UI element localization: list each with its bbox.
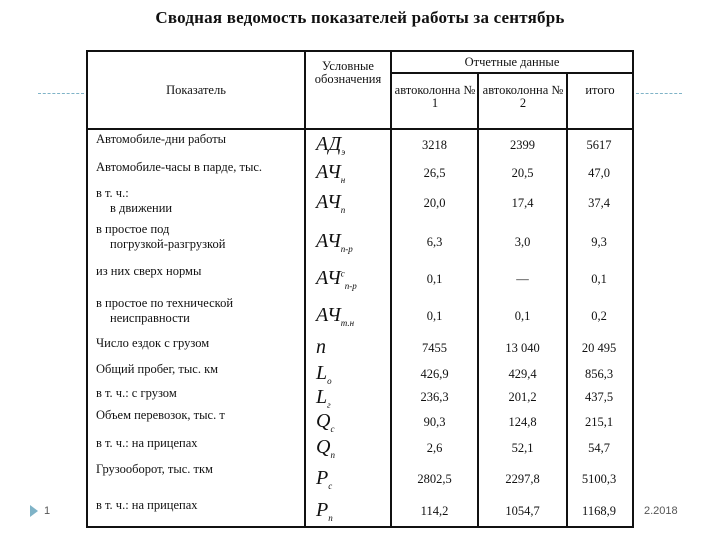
header-total: итого [585, 83, 615, 97]
value-column-1: 3218 [422, 137, 447, 152]
row-symbol: $АЧ_п$ [316, 191, 346, 215]
value-column-1: 26,5 [423, 165, 446, 180]
table-row [88, 264, 632, 294]
value-column-1: 114,2 [420, 503, 449, 518]
value-total: 54,7 [588, 440, 610, 455]
value-column-1: 426,9 [420, 366, 449, 381]
value-total: 47,0 [588, 165, 610, 180]
header-column-1: автоколонна № 1 [394, 83, 476, 110]
row-label-line: из них сверх нормы [96, 264, 202, 278]
table-row [88, 498, 632, 524]
header-symbol: Условные обозначения [314, 59, 382, 86]
value-column-1: 0,1 [426, 308, 443, 323]
value-total: 5100,3 [581, 471, 617, 486]
row-label [96, 132, 226, 147]
value-column-2: — [516, 271, 529, 286]
row-symbol: $АЧ_{т.н}$ [316, 304, 355, 328]
row-label-line: неисправности [110, 311, 190, 325]
table-row [88, 408, 632, 436]
value-column-2: 20,5 [511, 165, 534, 180]
table-row [88, 132, 632, 158]
row-label-line: в простое под [96, 222, 170, 236]
row-label-line: Автомобиле-часы в парде, тыс. [96, 160, 263, 174]
value-total: 5617 [586, 137, 612, 152]
table-row [88, 296, 632, 336]
value-total: 0,2 [591, 308, 607, 323]
value-total: 9,3 [591, 234, 607, 249]
row-label [96, 498, 198, 513]
footer-date: 2.2018 [644, 505, 678, 517]
value-total: 37,4 [588, 195, 610, 210]
row-label-line: в движении [110, 201, 173, 215]
row-label [96, 160, 262, 175]
value-column-2: 3,0 [514, 234, 531, 249]
table-row [88, 362, 632, 386]
document-title: Сводная ведомость показателей работы за сентябрь [155, 8, 565, 27]
value-column-2: 17,4 [511, 195, 534, 210]
symbol-subscript: п [328, 513, 333, 523]
value-column-2: 0,1 [514, 308, 531, 323]
table-row [88, 160, 632, 186]
symbol-subscript: г [327, 400, 331, 410]
row-label-line: Число ездок с грузом [96, 336, 210, 350]
row-label [96, 336, 209, 351]
row-label [96, 296, 233, 326]
row-label-line: Общий пробег, тыс. км [96, 362, 219, 376]
symbol-subscript: с [328, 481, 333, 491]
header-reported: Отчетные данные [464, 55, 560, 69]
value-column-2: 2399 [510, 137, 535, 152]
row-label-line: Грузооборот, тыс. ткм [96, 462, 213, 476]
row-symbol: $АЧ^с_{п-р}$ [316, 267, 357, 291]
symbol-subscript: п-р [340, 244, 353, 254]
table-row [88, 386, 632, 408]
table-row [88, 462, 632, 496]
value-column-1: 0,1 [426, 271, 443, 286]
symbol-superscript: с [340, 268, 345, 279]
slide-decor-line-right [636, 93, 682, 94]
header-indicator: Показатель [166, 83, 226, 97]
table-row [88, 336, 632, 360]
row-label-line: Объем перевозок, тыс. т [96, 408, 225, 422]
value-column-1: 7455 [422, 340, 447, 355]
header-column-2: автоколонна № 2 [482, 83, 564, 110]
row-label-line: в т. ч.: с грузом [96, 386, 177, 400]
value-column-1: 2,6 [426, 440, 443, 455]
row-symbol: $L_о$ [316, 362, 332, 386]
row-label [96, 362, 218, 377]
value-total: 215,1 [584, 414, 614, 429]
row-label-line: в т. ч.: на прицепах [96, 498, 198, 512]
row-symbol: $Q_с$ [316, 410, 335, 434]
slide-decor-line-left [38, 93, 84, 94]
value-total: 0,1 [591, 271, 607, 286]
summary-table [86, 50, 634, 528]
table-header-bottom [88, 128, 632, 130]
table-row [88, 436, 632, 460]
row-symbol: $АД_э$ [316, 133, 346, 157]
value-total: 20 495 [581, 340, 617, 355]
symbol-subscript: п-р [344, 281, 357, 291]
row-label [96, 436, 198, 451]
row-symbol: n [316, 336, 326, 358]
value-column-2: 1054,7 [505, 503, 540, 518]
page-number: 1 [44, 505, 51, 517]
row-symbol: $АЧ_{п-р}$ [316, 230, 353, 254]
value-column-2: 124,8 [508, 414, 537, 429]
value-column-2: 2297,8 [505, 471, 540, 486]
symbol-subscript: э [341, 147, 346, 157]
row-symbol: $АЧ_н$ [316, 161, 346, 185]
value-total: 437,5 [584, 389, 614, 404]
symbol-subscript: п [330, 450, 335, 460]
symbol-subscript: с [330, 424, 335, 434]
row-label [96, 408, 225, 423]
table-row [88, 186, 632, 220]
symbol-subscript: т.н [340, 318, 355, 328]
symbol-subscript: о [327, 376, 332, 386]
value-column-1: 2802,5 [417, 471, 452, 486]
row-label-line: погрузкой-разгрузкой [110, 237, 226, 251]
row-label-line: в т. ч.: на прицепах [96, 436, 198, 450]
value-column-1: 20,0 [423, 195, 446, 210]
row-symbol: $P_п$ [316, 499, 333, 523]
symbol-subscript: п [340, 205, 346, 215]
row-label-line: Автомобиле-дни работы [96, 132, 227, 146]
row-symbol: $L_г$ [316, 386, 331, 410]
value-column-2: 429,4 [508, 366, 537, 381]
table-divider [390, 72, 632, 74]
row-symbol: $P_с$ [316, 467, 333, 491]
value-column-1: 90,3 [423, 414, 446, 429]
value-column-1: 6,3 [426, 234, 443, 249]
value-column-1: 236,3 [420, 389, 449, 404]
value-total: 1168,9 [582, 503, 616, 518]
value-total: 856,3 [584, 366, 614, 381]
table-row [88, 222, 632, 262]
row-label [96, 386, 177, 401]
symbol-subscript: н [340, 175, 346, 185]
row-label [96, 264, 201, 279]
value-column-2: 52,1 [511, 440, 534, 455]
row-label-line: в т. ч.: [96, 186, 129, 200]
row-label [96, 222, 225, 252]
value-column-2: 13 040 [505, 340, 540, 355]
row-label [96, 186, 172, 216]
row-label [96, 462, 213, 477]
value-column-2: 201,2 [508, 389, 537, 404]
row-label-line: в простое по технической [96, 296, 234, 310]
row-symbol: $Q_п$ [316, 436, 335, 460]
bullet-arrow-icon [30, 505, 38, 517]
